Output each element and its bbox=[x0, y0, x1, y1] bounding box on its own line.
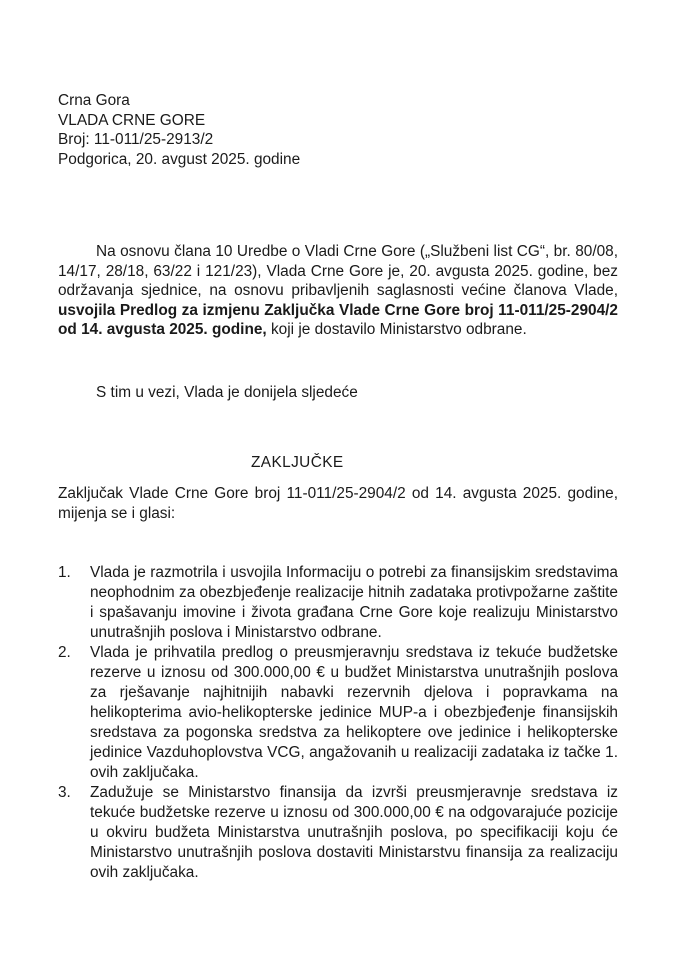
modification-paragraph: Zaključak Vlade Crne Gore broj 11-011/25-2904/2 od 14. avgusta 2025. godine, mijenja se i glasi: bbox=[58, 485, 618, 522]
intro-text-before: Na osnovu člana 10 Uredbe o Vladi Crne Gore („Službeni list CG“, br. 80/08, 14/17, 28/18, 63/22 i 121/23), Vlada Crne Gore je, 20. avgusta 2025. godine, bez održavanja sjednice, na osnovu pribavljenih saglasnosti većine članova Vlade, bbox=[58, 243, 618, 300]
intro-text-bold: usvojila Predlog za izmjenu Zaključka Vlade Crne Gore broj 11-011/25-2904/2 od 14. avgusta 2025. godine, bbox=[58, 301, 618, 339]
header-place-date: Podgorica, 20. avgust 2025. godine bbox=[58, 150, 301, 168]
header-country: Crna Gora bbox=[58, 92, 130, 109]
header-government: VLADA CRNE GORE bbox=[58, 111, 206, 129]
list-item-number: 1. bbox=[58, 564, 71, 581]
list-item bbox=[58, 563, 618, 643]
intro-text-after: koji je dostavilo Ministarstvo odbrane. bbox=[266, 321, 527, 339]
list-item-text: Vlada je razmotrila i usvojila Informaciju o potrebi za finansijskim sredstavima neophodnim za obezbjeđenje realizacije hitnih zadataka protivpožarne zaštite i spašavanju imovine i života građana Crne Gore koje realizuju Ministarstvo unutrašnjih poslova i Ministarstvo odbrane. bbox=[90, 564, 618, 641]
conclusions-heading: ZAKLJUČKE bbox=[251, 454, 344, 471]
list-item-number: 3. bbox=[58, 784, 71, 801]
list-item-text: Zadužuje se Ministarstvo finansija da izvrši preusmjeravnje sredstava iz tekuće budžetske rezerve u iznosu od 300.000,00 € na odgovarajuće pozicije u okviru budžeta Ministarstva unutrašnjih poslova, po specifikaciji koju će Ministarstvo unutrašnjih poslova dostaviti Ministarstvu finansija za realizaciju ovih zaključaka. bbox=[90, 784, 618, 881]
intro-decision-line: S tim u vezi, Vlada je donijela sljedeće bbox=[96, 384, 358, 401]
list-item-text: Vlada je prihvatila predlog o preusmjeravnju sredstava iz tekuće budžetske rezerve u iznosu od 300.000,00 € u budžet Ministarstva unutrašnjih poslova za rješavanje najhitnijih nabavki rezervnih djelova i popravkama na helikopterima avio-helikopterske jedinice MUP-a i obezbjeđenje finansijskih sredstava za pogonska sredstva za helikoptere ove jedinice i helikopterske jedinice Vazduhoplovstva VCG, angažovanih u realizaciji zadataka iz tačke 1. ovih zaključaka. bbox=[90, 644, 618, 781]
conclusions-list bbox=[58, 563, 618, 883]
intro-paragraph bbox=[58, 242, 618, 340]
list-item bbox=[58, 643, 618, 783]
list-item-number: 2. bbox=[58, 644, 71, 661]
document-header bbox=[58, 91, 300, 169]
header-reference-number: Broj: 11-011/25-2913/2 bbox=[58, 131, 214, 148]
list-item bbox=[58, 783, 618, 883]
